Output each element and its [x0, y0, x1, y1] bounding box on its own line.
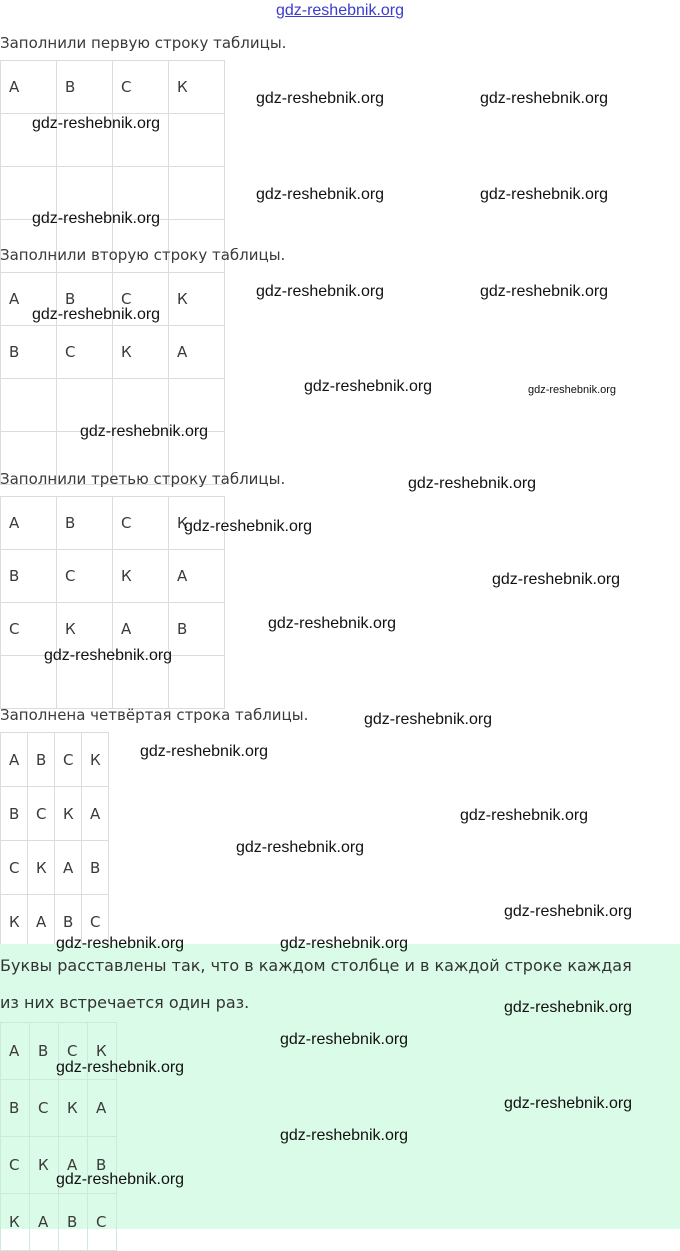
table-cell	[59, 1080, 88, 1137]
watermark: gdz-reshebnik.org	[32, 115, 161, 132]
cell-letter: В	[90, 858, 101, 877]
table-row	[1, 326, 225, 379]
table-cell	[169, 550, 225, 603]
cell-letter: С	[121, 290, 132, 308]
watermark: gdz-reshebnik.org	[364, 711, 493, 728]
step4-table	[0, 732, 109, 949]
table-cell	[1, 379, 57, 432]
step2-table	[0, 272, 225, 485]
cell-letter: А	[177, 343, 188, 361]
table-cell	[1, 895, 28, 949]
cell-letter: В	[65, 290, 76, 308]
final-table	[0, 1022, 117, 1251]
watermark: gdz-reshebnik.org	[504, 1095, 633, 1112]
cell-letter: С	[65, 343, 76, 361]
table-cell	[169, 167, 225, 220]
watermark: gdz-reshebnik.org	[80, 423, 209, 440]
cell-letter: А	[9, 514, 20, 532]
table-cell	[88, 1194, 117, 1251]
watermark: gdz-reshebnik.org	[480, 283, 609, 300]
cell-letter: С	[121, 78, 132, 96]
table-cell	[169, 61, 225, 114]
cell-letter: В	[177, 620, 188, 638]
step1-table	[0, 60, 225, 273]
table-cell	[57, 550, 113, 603]
table-cell	[169, 656, 225, 709]
conclusion-line-2: из них встречается один раз.	[0, 993, 250, 1012]
watermark: gdz-reshebnik.org	[460, 807, 589, 824]
cell-letter: К	[38, 1156, 49, 1174]
table-cell	[88, 1080, 117, 1137]
watermark: gdz-reshebnik.org	[528, 384, 617, 396]
step1-caption: Заполнили первую строку таблицы.	[0, 34, 287, 52]
cell-letter: А	[9, 750, 20, 769]
cell-letter: С	[9, 620, 20, 638]
cell-letter: В	[9, 804, 20, 823]
watermark: gdz-reshebnik.org	[32, 210, 161, 227]
cell-letter: В	[65, 78, 76, 96]
table-cell	[57, 497, 113, 550]
cell-letter: А	[177, 567, 188, 585]
watermark: gdz-reshebnik.org	[256, 90, 385, 107]
table-cell	[1, 1137, 30, 1194]
cell-letter: С	[96, 1213, 107, 1231]
table-cell	[113, 550, 169, 603]
watermark: gdz-reshebnik.org	[504, 903, 633, 920]
table-cell	[1, 841, 28, 895]
cell-letter: В	[65, 514, 76, 532]
cell-letter: К	[177, 290, 188, 308]
table-cell	[1, 787, 28, 841]
cell-letter: А	[36, 912, 47, 931]
watermark: gdz-reshebnik.org	[280, 1031, 409, 1048]
cell-letter: К	[65, 620, 76, 638]
table-row	[1, 1080, 117, 1137]
table-row	[1, 550, 225, 603]
cell-letter: С	[121, 514, 132, 532]
table-cell	[169, 114, 225, 167]
cell-letter: К	[177, 78, 188, 96]
step2-caption: Заполнили вторую строку таблицы.	[0, 246, 286, 264]
table-cell	[113, 61, 169, 114]
table-cell	[82, 733, 109, 787]
watermark: gdz-reshebnik.org	[408, 475, 537, 492]
watermark: gdz-reshebnik.org	[56, 1171, 185, 1188]
table-row	[1, 61, 225, 114]
table-cell	[59, 1194, 88, 1251]
cell-letter: К	[63, 804, 74, 823]
cell-letter: В	[9, 343, 20, 361]
cell-letter: С	[65, 567, 76, 585]
cell-letter: В	[67, 1213, 78, 1231]
table-cell	[28, 787, 55, 841]
cell-letter: С	[9, 858, 20, 877]
conclusion-line-1: Буквы расставлены так, что в каждом столбце и в каждой строке каждая	[0, 956, 632, 975]
table-cell	[1, 326, 57, 379]
cell-letter: К	[67, 1099, 78, 1117]
watermark: gdz-reshebnik.org	[280, 1127, 409, 1144]
cell-letter: А	[67, 1156, 78, 1174]
watermark: gdz-reshebnik.org	[268, 615, 397, 632]
table-cell	[1, 497, 57, 550]
table-cell	[1, 550, 57, 603]
table-cell	[28, 841, 55, 895]
cell-letter: А	[96, 1099, 107, 1117]
watermark: gdz-reshebnik.org	[256, 186, 385, 203]
table-cell	[1, 61, 57, 114]
site-link[interactable]: gdz-reshebnik.org	[275, 2, 405, 19]
cell-letter: А	[121, 620, 132, 638]
table-cell	[28, 733, 55, 787]
step3-caption: Заполнили третью строку таблицы.	[0, 470, 286, 488]
cell-letter: К	[9, 1213, 20, 1231]
step4-caption: Заполнена четвёртая строка таблицы.	[0, 706, 309, 724]
watermark: gdz-reshebnik.org	[304, 378, 433, 395]
table-cell	[1, 1194, 30, 1251]
table-cell	[1, 733, 28, 787]
watermark: gdz-reshebnik.org	[236, 839, 365, 856]
watermark: gdz-reshebnik.org	[140, 743, 269, 760]
table-cell	[82, 787, 109, 841]
cell-letter: А	[63, 858, 74, 877]
cell-letter: С	[36, 804, 47, 823]
cell-letter: К	[121, 343, 132, 361]
watermark: gdz-reshebnik.org	[184, 518, 313, 535]
watermark: gdz-reshebnik.org	[504, 999, 633, 1016]
cell-letter: С	[63, 750, 74, 769]
table-row	[1, 841, 109, 895]
watermark: gdz-reshebnik.org	[492, 571, 621, 588]
table-cell	[82, 841, 109, 895]
cell-letter: А	[9, 78, 20, 96]
table-cell	[169, 603, 225, 656]
cell-letter: В	[96, 1156, 107, 1174]
cell-letter: С	[9, 1156, 20, 1174]
watermark: gdz-reshebnik.org	[480, 90, 609, 107]
cell-letter: В	[9, 567, 20, 585]
cell-letter: К	[36, 858, 47, 877]
cell-letter: К	[177, 514, 188, 532]
cell-letter: В	[9, 1099, 20, 1117]
table-cell	[57, 326, 113, 379]
table-cell	[30, 1080, 59, 1137]
table-cell	[1, 1023, 30, 1080]
table-cell	[55, 733, 82, 787]
cell-letter: А	[38, 1213, 49, 1231]
watermark: gdz-reshebnik.org	[280, 935, 409, 952]
table-cell	[30, 1023, 59, 1080]
table-cell	[28, 895, 55, 949]
cell-letter: В	[36, 750, 47, 769]
table-cell	[113, 497, 169, 550]
cell-letter: С	[90, 912, 101, 931]
table-cell	[30, 1194, 59, 1251]
table-cell	[169, 273, 225, 326]
table-cell	[30, 1137, 59, 1194]
cell-letter: К	[90, 750, 101, 769]
table-cell	[55, 787, 82, 841]
table-cell	[113, 326, 169, 379]
watermark: gdz-reshebnik.org	[32, 306, 161, 323]
watermark: gdz-reshebnik.org	[56, 1059, 185, 1076]
table-row	[1, 733, 109, 787]
cell-letter: К	[96, 1042, 107, 1060]
cell-letter: А	[9, 290, 20, 308]
cell-letter: С	[67, 1042, 78, 1060]
table-row	[1, 1194, 117, 1251]
watermark: gdz-reshebnik.org	[256, 283, 385, 300]
cell-letter: К	[121, 567, 132, 585]
watermark: gdz-reshebnik.org	[480, 186, 609, 203]
watermark: gdz-reshebnik.org	[56, 935, 185, 952]
watermark: gdz-reshebnik.org	[44, 647, 173, 664]
cell-letter: В	[38, 1042, 49, 1060]
table-cell	[55, 841, 82, 895]
table-cell	[57, 61, 113, 114]
table-cell	[169, 326, 225, 379]
cell-letter: С	[38, 1099, 49, 1117]
cell-letter: В	[63, 912, 74, 931]
table-row	[1, 787, 109, 841]
cell-letter: К	[9, 912, 20, 931]
cell-letter: А	[90, 804, 101, 823]
cell-letter: А	[9, 1042, 20, 1060]
table-cell	[1, 1080, 30, 1137]
